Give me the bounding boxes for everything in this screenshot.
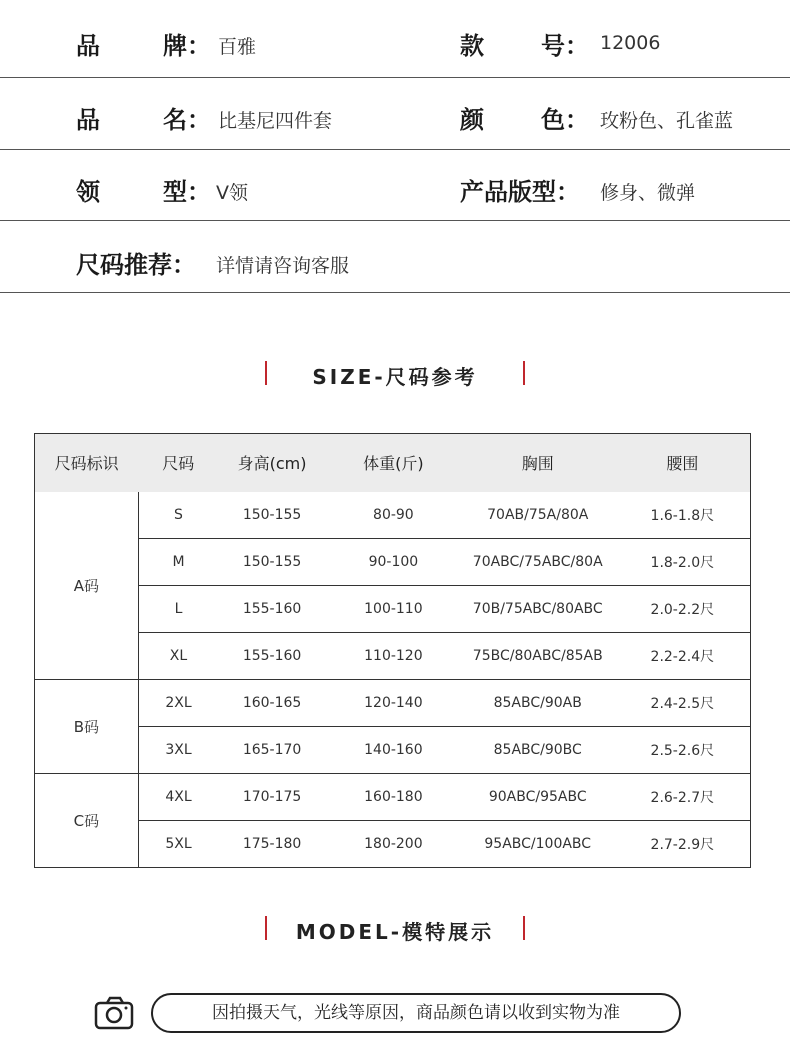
cell-size: L xyxy=(138,586,218,633)
cell-waist: 2.7-2.9尺 xyxy=(615,821,751,868)
cell-bust: 85ABC/90AB xyxy=(461,680,615,727)
cell-waist: 2.2-2.4尺 xyxy=(615,633,751,680)
size-table-header xyxy=(35,434,751,492)
name-label-1: 品 xyxy=(76,106,100,134)
cell-bust: 70AB/75A/80A xyxy=(461,492,615,539)
cell-size: M xyxy=(138,539,218,586)
cell-weight: 120-140 xyxy=(326,680,461,727)
cell-bust: 85ABC/90BC xyxy=(461,727,615,774)
cell-waist: 2.5-2.6尺 xyxy=(615,727,751,774)
cell-bust: 70B/75ABC/80ABC xyxy=(461,586,615,633)
cell-waist: 2.6-2.7尺 xyxy=(615,774,751,821)
cell-waist: 2.4-2.5尺 xyxy=(615,680,751,727)
cell-weight: 90-100 xyxy=(326,539,461,586)
table-row xyxy=(35,633,751,680)
cell-bust: 70ABC/75ABC/80A xyxy=(461,539,615,586)
group-label: A码 xyxy=(35,492,139,680)
neck-value: V领 xyxy=(216,182,248,204)
cell-weight: 110-120 xyxy=(326,633,461,680)
size-section-title: SIZE-尺码参考 xyxy=(312,365,478,389)
color-label-1: 颜 xyxy=(460,106,484,134)
table-row xyxy=(35,492,751,539)
table-row xyxy=(35,680,751,727)
cell-size: 4XL xyxy=(138,774,218,821)
color-disclaimer-notice: 因拍摄天气，光线等原因，商品颜色请以收到实物为准 xyxy=(151,993,681,1033)
table-row xyxy=(35,774,751,821)
cell-bust: 90ABC/95ABC xyxy=(461,774,615,821)
cell-weight: 80-90 xyxy=(326,492,461,539)
cell-height: 175-180 xyxy=(218,821,326,868)
cell-waist: 1.6-1.8尺 xyxy=(615,492,751,539)
cell-weight: 180-200 xyxy=(326,821,461,868)
cell-height: 155-160 xyxy=(218,586,326,633)
name-value: 比基尼四件套 xyxy=(218,110,333,132)
size-title-right-bar xyxy=(523,361,525,385)
table-row xyxy=(35,821,751,868)
cell-height: 170-175 xyxy=(218,774,326,821)
brand-value: 百雅 xyxy=(218,36,257,58)
color-label-2: 色： xyxy=(541,106,589,134)
header-weight: 体重(斤) xyxy=(326,434,461,492)
cell-weight: 160-180 xyxy=(326,774,461,821)
fit-value: 修身、微弹 xyxy=(600,182,696,204)
cell-bust: 95ABC/100ABC xyxy=(461,821,615,868)
group-label: B码 xyxy=(35,680,139,774)
cell-bust: 75BC/80ABC/85AB xyxy=(461,633,615,680)
table-row xyxy=(35,539,751,586)
cell-height: 155-160 xyxy=(218,633,326,680)
cell-height: 160-165 xyxy=(218,680,326,727)
neck-label-1: 领 xyxy=(76,178,100,206)
camera-icon xyxy=(94,996,134,1030)
table-row xyxy=(35,727,751,774)
info-row-size-rec xyxy=(0,221,790,293)
cell-size: XL xyxy=(138,633,218,680)
fit-label: 产品版型： xyxy=(460,178,580,206)
cell-size: 3XL xyxy=(138,727,218,774)
model-title-right-bar xyxy=(523,916,525,940)
cell-size: 5XL xyxy=(138,821,218,868)
header-height: 身高(cm) xyxy=(218,434,326,492)
size-rec-value: 详情请咨询客服 xyxy=(216,255,350,277)
cell-height: 150-155 xyxy=(218,539,326,586)
info-row-brand xyxy=(0,0,790,78)
header-waist: 腰围 xyxy=(615,434,751,492)
table-row xyxy=(35,586,751,633)
cell-weight: 100-110 xyxy=(326,586,461,633)
cell-waist: 2.0-2.2尺 xyxy=(615,586,751,633)
name-label-2: 名： xyxy=(163,106,211,134)
header-size-group: 尺码标识 xyxy=(35,434,139,492)
size-table xyxy=(34,433,751,868)
cell-waist: 1.8-2.0尺 xyxy=(615,539,751,586)
cell-height: 165-170 xyxy=(218,727,326,774)
header-size: 尺码 xyxy=(138,434,218,492)
cell-size: 2XL xyxy=(138,680,218,727)
style-no-label-2: 号： xyxy=(541,32,589,60)
cell-height: 150-155 xyxy=(218,492,326,539)
header-bust: 胸围 xyxy=(461,434,615,492)
group-label: C码 xyxy=(35,774,139,868)
neck-label-2: 型： xyxy=(163,178,211,206)
brand-label-1: 品 xyxy=(76,32,100,60)
info-row-name xyxy=(0,78,790,150)
size-rec-label: 尺码推荐： xyxy=(76,251,196,279)
info-row-neck xyxy=(0,150,790,221)
style-no-value: 12006 xyxy=(600,32,661,54)
style-no-label-1: 款 xyxy=(460,32,484,60)
color-value: 玫粉色、孔雀蓝 xyxy=(600,110,734,132)
cell-size: S xyxy=(138,492,218,539)
model-section-title: MODEL-模特展示 xyxy=(295,920,495,944)
cell-weight: 140-160 xyxy=(326,727,461,774)
brand-label-2: 牌： xyxy=(163,32,211,60)
